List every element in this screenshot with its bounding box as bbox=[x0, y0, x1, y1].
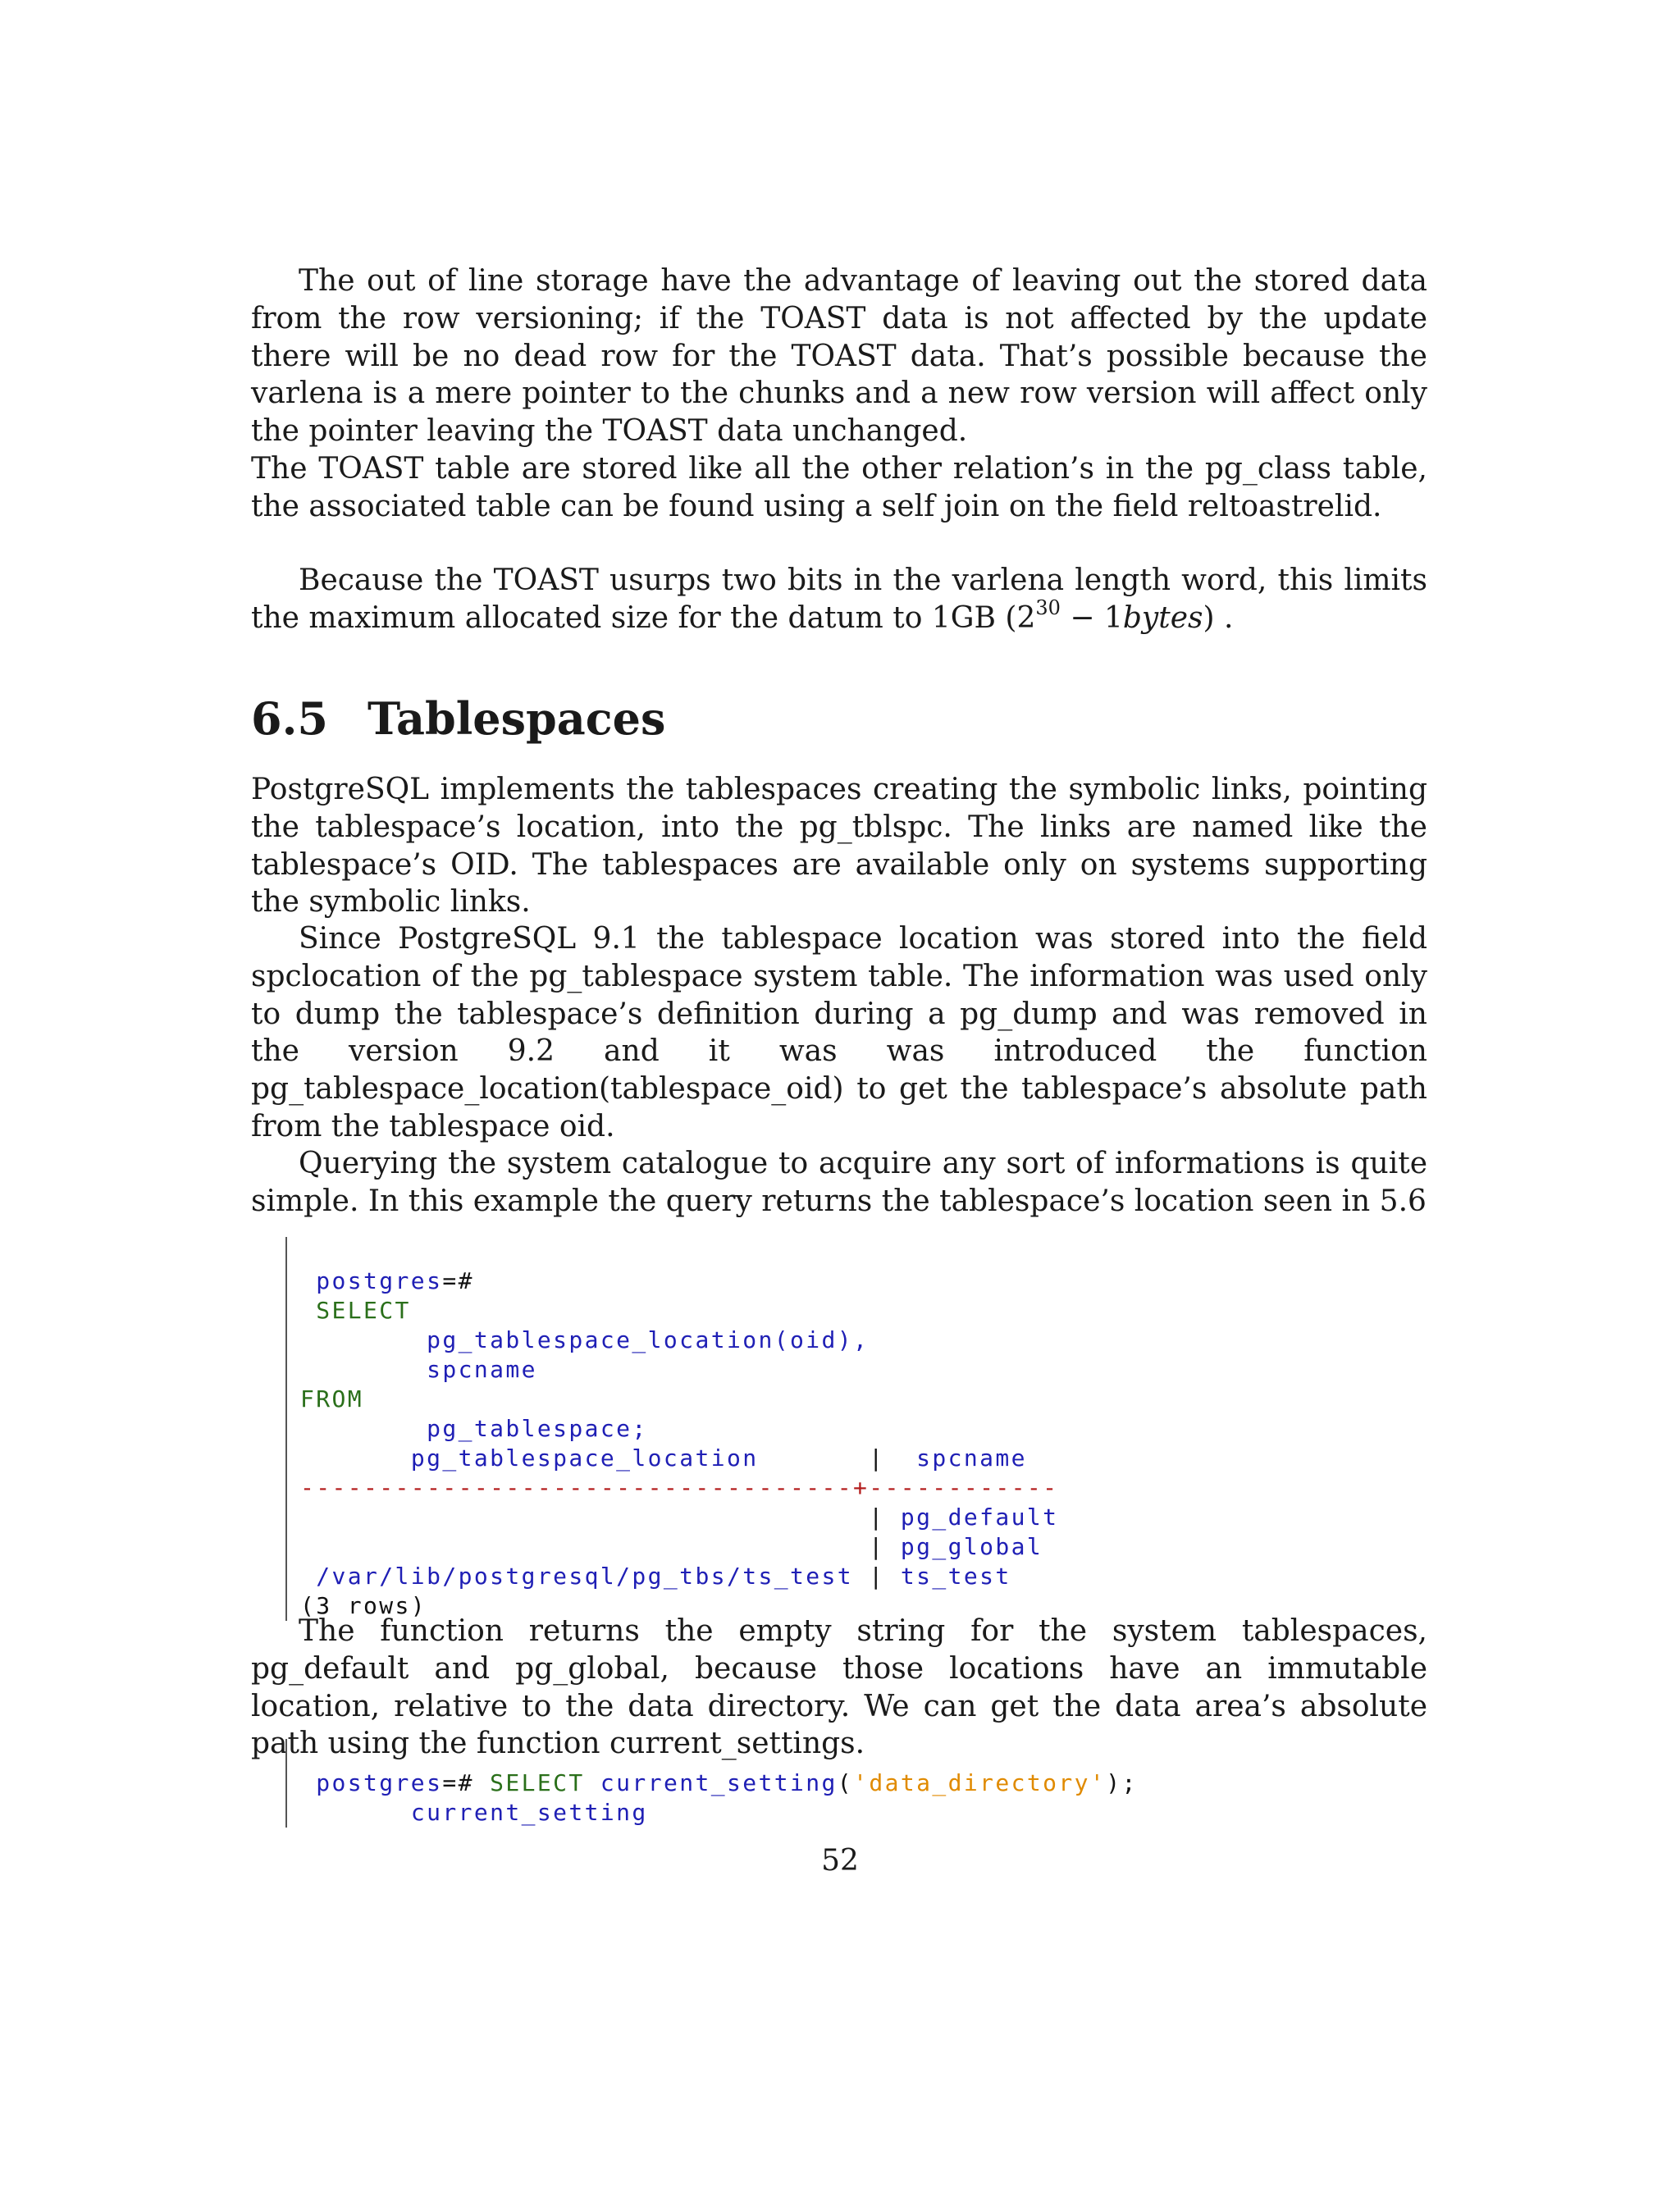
code-line bbox=[300, 1326, 1058, 1355]
result-rule: ----------------------------------- bbox=[300, 1474, 854, 1501]
code-function: current_setting bbox=[600, 1769, 838, 1796]
code-function: pg_tablespace_location bbox=[427, 1326, 774, 1353]
code-punct: ); bbox=[1106, 1769, 1138, 1796]
code-line: postgres=# SELECT current_setting('data_directory'); bbox=[316, 1769, 1138, 1796]
result-separator: | bbox=[869, 1444, 885, 1472]
code-prompt: postgres bbox=[316, 1769, 443, 1796]
result-header-col1: pg_tablespace_location bbox=[410, 1444, 759, 1472]
limit-minus: − 1 bbox=[1060, 600, 1123, 635]
code-prompt: postgres bbox=[316, 1267, 443, 1294]
code-listing-current-setting bbox=[285, 1739, 1138, 1828]
code-line bbox=[300, 1414, 1058, 1444]
section-heading bbox=[251, 694, 1427, 743]
paragraph-toast-table: The TOAST table are stored like all the other relation’s in the pg_class table, the associated table can be found using a self join on the field reltoastrelid. bbox=[251, 451, 1427, 523]
result-header: current_setting bbox=[410, 1799, 648, 1826]
paragraph-function-returns: The function returns the empty string for the system tablespaces, pg_default and pg_global, because those locations have an immutable location, relative to the data directory. We can get the data area’s absolute path using the function current_settings. bbox=[251, 1614, 1427, 1761]
result-header-col2: spcname bbox=[916, 1444, 1027, 1472]
code-listing-tablespace-query bbox=[285, 1237, 1058, 1621]
result-row: | pg_global bbox=[869, 1533, 1043, 1560]
code-line bbox=[300, 1798, 1138, 1828]
code-line bbox=[300, 1385, 1058, 1414]
paragraph-toast-limit bbox=[251, 562, 1427, 637]
limit-exponent: 30 bbox=[1035, 596, 1061, 619]
page-number: 52 bbox=[821, 1844, 859, 1878]
limit-unit: bytes bbox=[1122, 600, 1203, 635]
code-args: (oid), bbox=[774, 1326, 870, 1353]
paragraph-querying-catalogue: Querying the system catalogue to acquire any sort of informations is quite simple. In this example the query returns the tablespace’s location seen in 5.6 bbox=[251, 1147, 1427, 1218]
limit-text: Because the TOAST usurps two bits in the varlena length word, this limits the maximum allocated size for the datum to 1GB (2 bbox=[251, 564, 1427, 635]
body-text-top bbox=[251, 262, 1427, 526]
section-number: 6.5 bbox=[251, 692, 328, 745]
section-title: Tablespaces bbox=[368, 692, 666, 745]
code-operator: =# bbox=[442, 1769, 474, 1796]
code-line bbox=[300, 1473, 1058, 1503]
result-cell: pg_global bbox=[900, 1533, 1043, 1560]
result-row-count: (3 rows) bbox=[300, 1592, 427, 1619]
code-identifier: spcname bbox=[427, 1356, 537, 1383]
code-keyword: SELECT bbox=[490, 1769, 585, 1796]
code-identifier: pg_tablespace; bbox=[427, 1415, 648, 1442]
result-row: /var/lib/postgresql/pg_tbs/ts_test | ts_test bbox=[316, 1563, 1011, 1590]
code-keyword: SELECT bbox=[316, 1297, 411, 1324]
code-line bbox=[300, 1444, 1058, 1473]
result-rule: ------------ bbox=[869, 1474, 1059, 1501]
result-cell: /var/lib/postgresql/pg_tbs/ts_test bbox=[316, 1563, 854, 1590]
result-cell: pg_default bbox=[900, 1504, 1059, 1531]
paragraph-out-of-line-storage: The out of line storage have the advantage of leaving out the stored data from the row versioning; if the TOAST data is not affected by the update there will be no dead row for the TOAST data. That’s possible because the varlena is a mere pointer to the chunks and a new row version will affect only the pointer leaving the TOAST data unchanged. bbox=[251, 264, 1427, 449]
code-line bbox=[300, 1296, 1058, 1326]
limit-end: ) . bbox=[1203, 600, 1234, 635]
result-row: | pg_default bbox=[869, 1504, 1059, 1531]
code-keyword: FROM bbox=[300, 1385, 364, 1412]
result-cell: ts_test bbox=[900, 1563, 1011, 1590]
code-line bbox=[300, 1355, 1058, 1385]
paragraph-tablespaces-intro: PostgreSQL implements the tablespaces creating the symbolic links, pointing the tablespace’s location, into the pg_tblspc. The links are named like the tablespace’s OID. The tablespaces are available only on systems supporting the symbolic links. bbox=[251, 773, 1427, 920]
result-rule-plus: + bbox=[853, 1474, 870, 1501]
code-line bbox=[300, 1266, 1058, 1296]
code-operator: =# bbox=[442, 1267, 474, 1294]
code-string: 'data_directory' bbox=[853, 1769, 1107, 1796]
paragraph-spclocation: Since PostgreSQL 9.1 the tablespace location was stored into the field spclocation of the pg_tablespace system table. The information was used only to dump the tablespace’s definition during a pg_dump and was removed in the version 9.2 and it was was introduced the function pg_tablespace_location(tablespace_oid) to get the tablespace’s absolute path from the tablespace oid. bbox=[251, 922, 1427, 1143]
